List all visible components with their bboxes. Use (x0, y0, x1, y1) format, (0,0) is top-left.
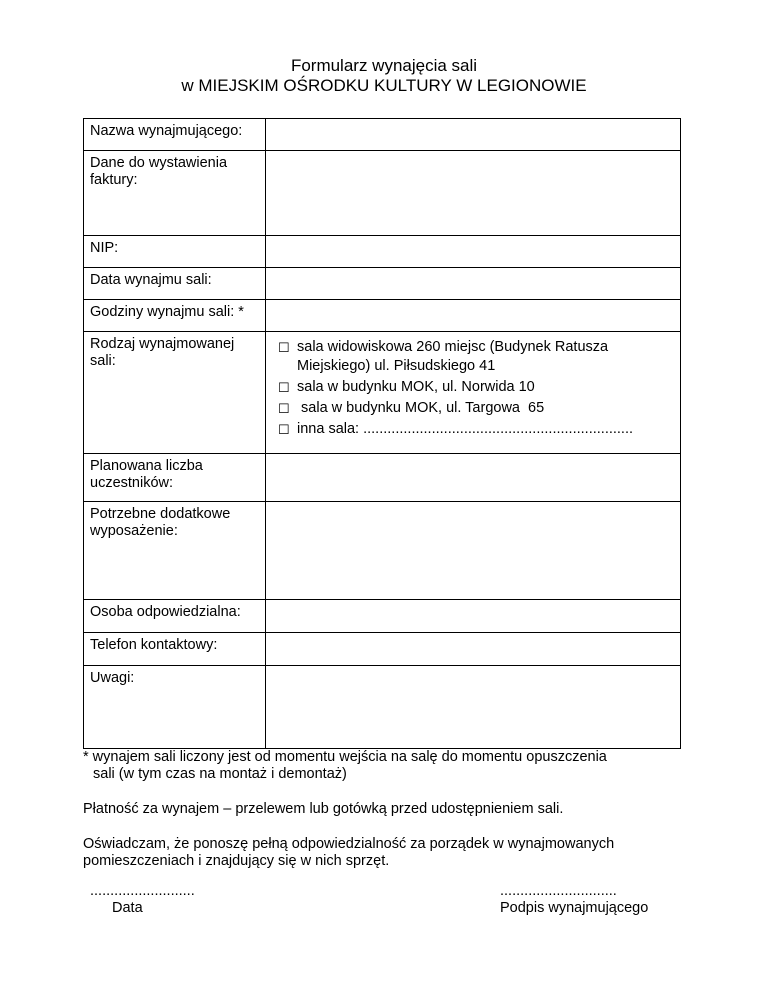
field-label: Dane do wystawienia faktury: (84, 151, 266, 236)
field-label: Planowana liczba uczestników: (84, 454, 266, 502)
form-title-line2: w MIEJSKIM OŚRODKU KULTURY W LEGIONOWIE (181, 76, 587, 95)
form-row (84, 300, 681, 332)
footnote-line2: sali (w tym czas na montaż i demontaż) (93, 766, 347, 782)
room-option[interactable] (278, 420, 674, 439)
nip-field[interactable] (266, 236, 681, 268)
form-row (84, 454, 681, 502)
rental-hours-field[interactable] (266, 300, 681, 332)
signature-label: Podpis wynajmującego (500, 900, 649, 916)
field-label: Data wynajmu sali: (84, 268, 266, 300)
checkbox-icon[interactable]: ☐ (278, 340, 290, 355)
payment-note: Płatność za wynajem – przelewem lub gotówką przed udostępnieniem sali. (83, 801, 564, 817)
checkbox-icon[interactable]: ☐ (278, 422, 290, 437)
form-row (84, 268, 681, 300)
form-row (84, 332, 681, 454)
field-label: Osoba odpowiedzialna: (84, 600, 266, 633)
room-option[interactable] (278, 338, 674, 376)
equipment-field[interactable] (266, 502, 681, 600)
contact-phone-field[interactable] (266, 633, 681, 666)
form-row (84, 666, 681, 749)
room-type-field (266, 332, 681, 454)
field-label: Rodzaj wynajmowanej sali: (84, 332, 266, 454)
date-signature (90, 883, 195, 917)
field-label: Godziny wynajmu sali: * (84, 300, 266, 332)
date-dots: .......................... (90, 883, 195, 899)
form-row (84, 151, 681, 236)
form-title-line1: Formularz wynajęcia sali (290, 56, 478, 75)
form-row (84, 119, 681, 151)
room-option[interactable] (278, 378, 674, 397)
form-row (84, 600, 681, 633)
field-label: Potrzebne dodatkowe wyposażenie: (84, 502, 266, 600)
checkbox-icon[interactable]: ☐ (278, 401, 290, 416)
form-row (84, 236, 681, 268)
rental-date-field[interactable] (266, 268, 681, 300)
form-row (84, 502, 681, 600)
room-option-label: sala w budynku MOK, ul. Norwida 10 (297, 379, 535, 395)
participants-field[interactable] (266, 454, 681, 502)
remarks-field[interactable] (266, 666, 681, 749)
form-title (0, 56, 768, 96)
room-options-list (272, 336, 674, 439)
field-label: Telefon kontaktowy: (84, 633, 266, 666)
checkbox-icon[interactable]: ☐ (278, 380, 290, 395)
signature-dots: ............................. (500, 883, 617, 899)
footnote (83, 749, 681, 783)
rental-form-table (83, 118, 681, 749)
room-option-label: sala w budynku MOK, ul. Targowa 65 (297, 400, 545, 416)
field-label: NIP: (84, 236, 266, 268)
field-label: Uwagi: (84, 666, 266, 749)
field-label: Nazwa wynajmującego: (84, 119, 266, 151)
invoice-data-field[interactable] (266, 151, 681, 236)
date-label: Data (112, 900, 143, 916)
renter-signature (500, 883, 648, 917)
room-option-label: sala widowiskowa 260 miejsc (Budynek Ratusza Miejskiego) ul. Piłsudskiego 41 (297, 339, 609, 374)
declaration: Oświadczam, że ponoszę pełną odpowiedzialność za porządek w wynajmowanych pomieszczeniach i znajdujący się w nich sprzęt. (83, 836, 615, 869)
room-option[interactable] (278, 399, 674, 418)
footnote-line1: * wynajem sali liczony jest od momentu wejścia na salę do momentu opuszczenia (83, 749, 607, 765)
form-row (84, 633, 681, 666)
renter-name-field[interactable] (266, 119, 681, 151)
responsible-person-field[interactable] (266, 600, 681, 633)
room-option-label: inna sala: ................................................................... (297, 421, 634, 437)
